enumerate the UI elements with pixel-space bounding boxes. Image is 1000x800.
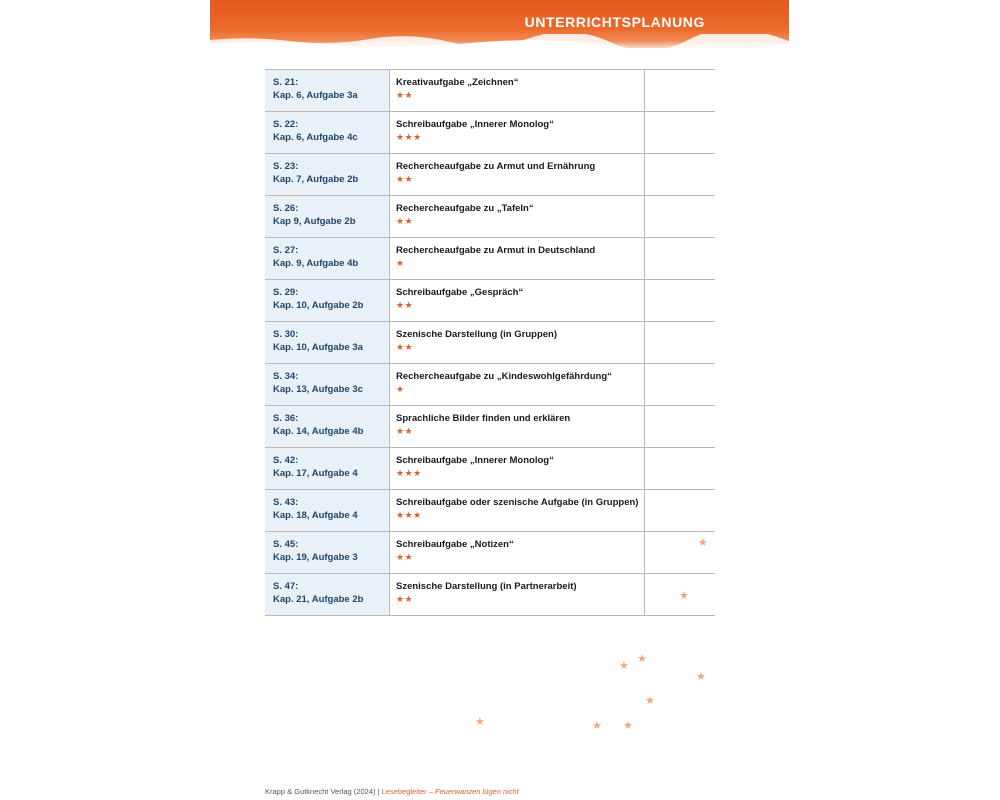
chapter-reference: Kap. 18, Aufgabe 4	[273, 510, 358, 521]
table-row	[265, 238, 715, 280]
reference-cell	[265, 196, 390, 238]
task-cell	[390, 154, 645, 196]
difficulty-stars: ★	[396, 258, 405, 268]
task-title: Schreibaufgabe „Gespräch“	[396, 287, 524, 298]
page-reference: S. 43:	[273, 497, 299, 508]
reference-cell	[265, 364, 390, 406]
table-row	[265, 448, 715, 490]
task-title: Schreibaufgabe oder szenische Aufgabe (in Gruppen)	[396, 497, 639, 508]
chapter-reference: Kap. 21, Aufgabe 2b	[273, 594, 364, 605]
task-table	[265, 69, 715, 616]
task-title: Schreibaufgabe „Notizen“	[396, 539, 514, 550]
star-icon: ★	[475, 716, 485, 728]
reference-cell	[265, 322, 390, 364]
table-row	[265, 112, 715, 154]
chapter-reference: Kap. 10, Aufgabe 3a	[273, 342, 363, 353]
star-icon: ★	[696, 671, 706, 683]
task-title: Kreativaufgabe „Zeichnen“	[396, 77, 519, 88]
reference-cell	[265, 70, 390, 112]
task-title: Szenische Darstellung (in Partnerarbeit)	[396, 581, 577, 592]
notes-cell	[645, 448, 716, 490]
notes-cell	[645, 238, 716, 280]
star-icon: ★	[619, 660, 629, 672]
task-cell	[390, 448, 645, 490]
page-reference: S. 34:	[273, 371, 299, 382]
chapter-reference: Kap. 7, Aufgabe 2b	[273, 174, 359, 185]
difficulty-stars: ★★★	[396, 510, 422, 520]
page-reference: S. 47:	[273, 581, 299, 592]
notes-cell	[645, 490, 716, 532]
table-row	[265, 70, 715, 112]
task-cell	[390, 196, 645, 238]
reference-cell	[265, 490, 390, 532]
difficulty-stars: ★★	[396, 552, 414, 562]
chapter-reference: Kap. 6, Aufgabe 4c	[273, 132, 358, 143]
task-title: Schreibaufgabe „Innerer Monolog“	[396, 119, 554, 130]
task-cell	[390, 490, 645, 532]
star-icon: ★	[592, 720, 602, 732]
task-cell	[390, 238, 645, 280]
chapter-reference: Kap 9, Aufgabe 2b	[273, 216, 356, 227]
table-row	[265, 406, 715, 448]
reference-cell	[265, 448, 390, 490]
page-reference: S. 22:	[273, 119, 299, 130]
reference-cell	[265, 154, 390, 196]
notes-cell	[645, 364, 716, 406]
table-row	[265, 196, 715, 238]
difficulty-stars: ★★	[396, 216, 414, 226]
reference-cell	[265, 574, 390, 616]
chapter-reference: Kap. 14, Aufgabe 4b	[273, 426, 364, 437]
notes-cell	[645, 154, 716, 196]
chapter-reference: Kap. 17, Aufgabe 4	[273, 468, 358, 479]
notes-cell	[645, 280, 716, 322]
table-row	[265, 280, 715, 322]
footer	[265, 787, 519, 796]
table-row	[265, 532, 715, 574]
task-cell	[390, 112, 645, 154]
notes-cell	[645, 112, 716, 154]
task-title: Schreibaufgabe „Innerer Monolog“	[396, 455, 554, 466]
reference-cell	[265, 238, 390, 280]
task-cell	[390, 322, 645, 364]
difficulty-stars: ★★	[396, 426, 414, 436]
difficulty-stars: ★★	[396, 90, 414, 100]
table-row	[265, 364, 715, 406]
page-title: UNTERRICHTSPLANUNG	[524, 14, 705, 30]
task-title: Rechercheaufgabe zu „Tafeln“	[396, 203, 534, 214]
difficulty-stars: ★★	[396, 300, 414, 310]
notes-cell	[645, 406, 716, 448]
task-cell	[390, 280, 645, 322]
footer-book-title: Feuerwanzen lügen nicht	[435, 787, 519, 796]
table-row	[265, 322, 715, 364]
task-title: Sprachliche Bilder finden und erklären	[396, 413, 571, 424]
table-row	[265, 154, 715, 196]
reference-cell	[265, 112, 390, 154]
star-icon: ★	[645, 695, 655, 707]
page-reference: S. 45:	[273, 539, 299, 550]
star-icon: ★	[637, 653, 647, 665]
page-reference: S. 30:	[273, 329, 299, 340]
chapter-reference: Kap. 10, Aufgabe 2b	[273, 300, 364, 311]
task-cell	[390, 406, 645, 448]
task-cell	[390, 574, 645, 616]
reference-cell	[265, 280, 390, 322]
notes-cell	[645, 196, 716, 238]
page-reference: S. 23:	[273, 161, 299, 172]
difficulty-stars: ★★★	[396, 132, 422, 142]
page-reference: S. 42:	[273, 455, 299, 466]
page-reference: S. 36:	[273, 413, 299, 424]
star-icon: ★	[679, 590, 689, 602]
page-reference: S. 29:	[273, 287, 299, 298]
table-row	[265, 490, 715, 532]
task-title: Rechercheaufgabe zu Armut in Deutschland	[396, 245, 596, 256]
difficulty-stars: ★★	[396, 342, 414, 352]
difficulty-stars: ★	[396, 384, 405, 394]
difficulty-stars: ★★	[396, 594, 414, 604]
chapter-reference: Kap. 9, Aufgabe 4b	[273, 258, 359, 269]
footer-publisher: Krapp & Gutknecht Verlag (2024) |	[265, 787, 382, 796]
task-cell	[390, 532, 645, 574]
header-banner	[210, 0, 789, 48]
table-row	[265, 574, 715, 616]
reference-cell	[265, 532, 390, 574]
chapter-reference: Kap. 13, Aufgabe 3c	[273, 384, 363, 395]
page-reference: S. 27:	[273, 245, 299, 256]
chapter-reference: Kap. 6, Aufgabe 3a	[273, 90, 358, 101]
task-cell	[390, 364, 645, 406]
difficulty-stars: ★★	[396, 174, 414, 184]
star-icon: ★	[623, 720, 633, 732]
page-reference: S. 21:	[273, 77, 299, 88]
difficulty-stars: ★★★	[396, 468, 422, 478]
chapter-reference: Kap. 19, Aufgabe 3	[273, 552, 358, 563]
task-title: Szenische Darstellung (in Gruppen)	[396, 329, 557, 340]
notes-cell	[645, 322, 716, 364]
footer-separator: –	[426, 787, 435, 796]
task-cell	[390, 70, 645, 112]
footer-series: Lesebegleiter	[381, 787, 427, 796]
task-title: Rechercheaufgabe zu „Kindeswohlgefährdung“	[396, 371, 612, 382]
notes-cell	[645, 70, 716, 112]
task-title: Rechercheaufgabe zu Armut und Ernährung	[396, 161, 596, 172]
reference-cell	[265, 406, 390, 448]
star-icon: ★	[698, 537, 708, 549]
brush-edge	[210, 34, 789, 48]
page-reference: S. 26:	[273, 203, 299, 214]
